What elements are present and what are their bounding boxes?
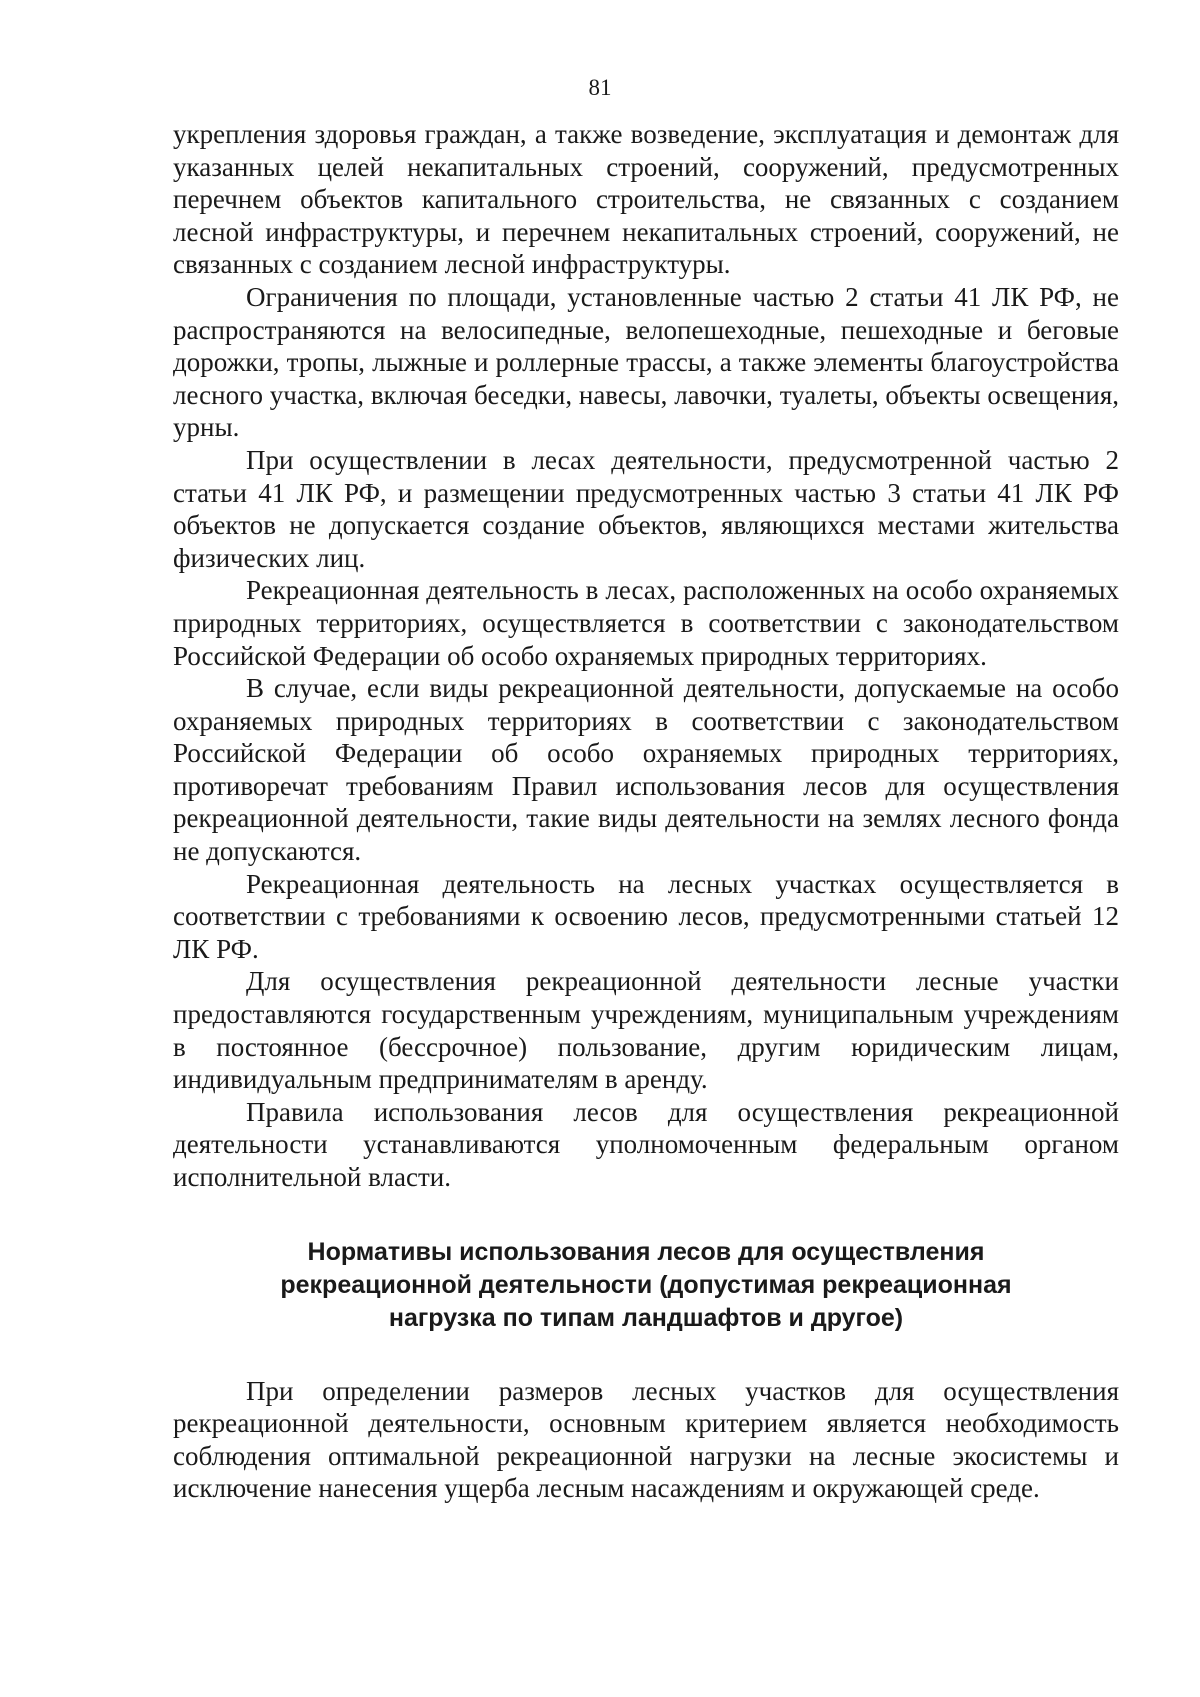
paragraph-rules-authority: Правила использования лесов для осуществления рекреационной деятельности устанавливаются уполномоченным федеральным органом исполнительной власти.: [173, 1096, 1119, 1192]
paragraph-recreational-load: При определении размеров лесных участков для осуществления рекреационной деятельности, основным критерием является необходимость соблюдения оптимальной рекреационной нагрузки на лесные экосистемы и исключение нанесения ущерба лесным насаждениям и окружающей среде.: [173, 1375, 1119, 1504]
document-body: [173, 118, 1119, 1505]
paragraph-continued: укрепления здоровья граждан, а также возведение, эксплуатация и демонтаж для указанных целей некапитальных строений, сооружений, предусмотренных перечнем объектов капитального строительства, не связанных с созданием лесной инфраструктуры, и перечнем некапитальных строений, сооружений, не связанных с созданием лесной инфраструктуры.: [173, 119, 1119, 280]
section-heading-line-3: нагрузка по типам ландшафтов и другое): [388, 1303, 904, 1332]
paragraph-protected-territories: Рекреационная деятельность в лесах, расположенных на особо охраняемых природных территориях, осуществляется в соответствии с законодательством Российской Федерации об особо охраняемых природных территориях.: [173, 575, 1119, 671]
page-number: 81: [588, 75, 612, 100]
section-heading-line-2: рекреационной деятельности (допустимая рекреационная: [280, 1270, 1012, 1299]
section-heading-line-1: Нормативы использования лесов для осуществления: [307, 1237, 985, 1266]
paragraph-conflicting-activities: В случае, если виды рекреационной деятельности, допускаемые на особо охраняемых природных территориях в соответствии с законодательством Российской Федерации об особо охраняемых природных территориях, противоречат требованиям Правил использования лесов для осуществления рекреационной деятельности, такие виды деятельности на землях лесного фонда не допускаются.: [173, 673, 1119, 867]
section-heading: [173, 1236, 1119, 1335]
paragraph-land-provision: Для осуществления рекреационной деятельности лесные участки предоставляются государственным учреждениям, муниципальным учреждениям в постоянное (бессрочное) пользование, другим юридическим лицам, индивидуальным предпринимателям в аренду.: [173, 966, 1119, 1095]
paragraph-residence-prohibition: При осуществлении в лесах деятельности, предусмотренной частью 2 статьи 41 ЛК РФ, и размещении предусмотренных частью 3 статьи 41 ЛК РФ объектов не допускается создание объектов, являющихся местами жительства физических лиц.: [173, 444, 1119, 573]
paragraph-area-restrictions: Ограничения по площади, установленные частью 2 статьи 41 ЛК РФ, не распространяются на велосипедные, велопешеходные, пешеходные и беговые дорожки, тропы, лыжные и роллерные трассы, а также элементы благоустройства лесного участка, включая беседки, навесы, лавочки, туалеты, объекты освещения, урны.: [173, 281, 1119, 443]
paragraph-forest-development: Рекреационная деятельность на лесных участках осуществляется в соответствии с требованиями к освоению лесов, предусмотренными статьей 12 ЛК РФ.: [173, 868, 1119, 964]
